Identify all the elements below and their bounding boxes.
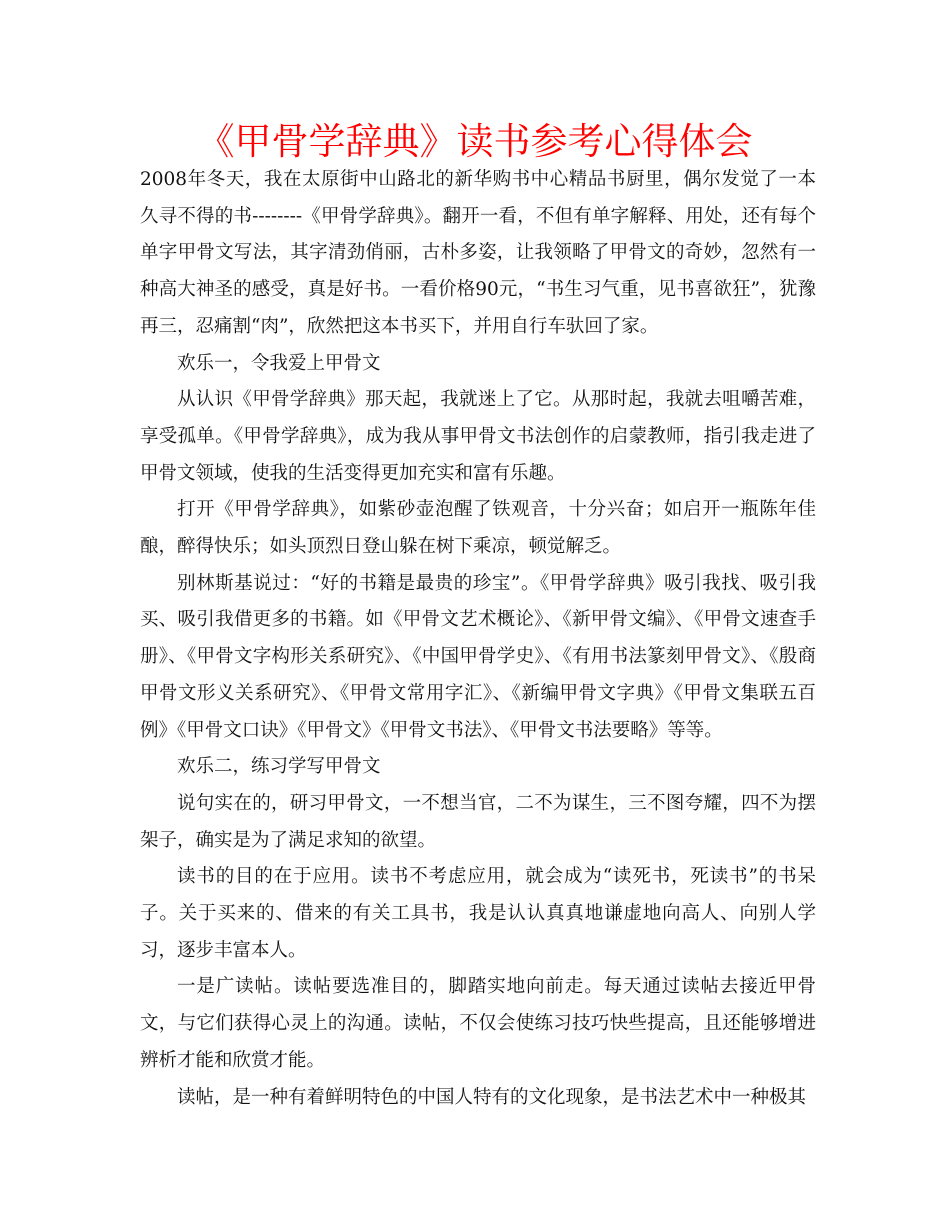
paragraph: 从认识《甲骨学辞典》那天起，我就迷上了它。从那时起，我就去咀嚼苦难，享受孤单。《甲骨学辞典》，成为我从事甲骨文书法创作的启蒙教师，指引我走进了甲骨文领域，使我的生活变得更加充实和富有乐趣。 bbox=[140, 389, 816, 484]
paragraph: 打开《甲骨学辞典》，如紫砂壶泡醒了铁观音，十分兴奋；如启开一瓶陈年佳酿，醉得快乐；如头顶烈日登山躲在树下乘凉，顿觉解乏。 bbox=[140, 499, 816, 558]
section-heading-joy-two: 欢乐二，练习学写甲骨文 bbox=[177, 756, 381, 778]
paragraph: 读书的目的在于应用。读书不考虑应用，就会成为“读死书，死读书”的书呆子。关于买来的、借来的有关工具书，我是认认真真地谦虚地向高人、向别人学习，逐步丰富本人。 bbox=[140, 866, 816, 961]
paragraph: 别林斯基说过：“好的书籍是最贵的珍宝”。《甲骨学辞典》吸引我找、吸引我买、吸引我借更多的书籍。如《甲骨文艺术概论》、《新甲骨文编》、《甲骨文速查手册》、《甲骨文字构形关系研究》、《中国甲骨学史》、《有用书法篆刻甲骨文》、《殷商甲骨文形义关系研究》、《甲骨文常用字汇》、《新编甲骨文字典》《甲骨文集联五百例》《甲骨文口诀》《甲骨文》《甲骨文书法》、《甲骨文书法要略》等等。 bbox=[140, 572, 816, 741]
paragraph: 说句实在的，研习甲骨文，一不想当官，二不为谋生，三不图夸耀，四不为摆架子，确实是为了满足求知的欲望。 bbox=[140, 792, 816, 851]
paragraph-intro: 2008年冬天，我在太原街中山路北的新华购书中心精品书厨里，偶尔发觉了一本久寻不得的书--------《甲骨学辞典》。翻开一看，不但有单字解释、用处，还有每个单字甲骨文写法，其字清劲俏丽，古朴多姿，让我领略了甲骨文的奇妙，忽然有一种高大神圣的感受，真是好书。一看价格90元，“书生习气重，见书喜欲狂”，犹豫再三，忍痛割“肉”，欣然把这本书买下，并用自行车驮回了家。 bbox=[140, 169, 816, 337]
paragraph: 一是广读帖。读帖要选准目的，脚踏实地向前走。每天通过读帖去接近甲骨文，与它们获得心灵上的沟通。读帖，不仅会使练习技巧快些提高，且还能够增进辨析才能和欣赏才能。 bbox=[140, 976, 816, 1071]
paragraph: 读帖，是一种有着鲜明特色的中国人特有的文化现象，是书法艺术中一种极其 bbox=[177, 1086, 807, 1108]
document-title: 《甲骨学辞典》读书参考心得体会 bbox=[197, 120, 753, 163]
section-heading-joy-one: 欢乐一，令我爱上甲骨文 bbox=[177, 352, 381, 374]
document-body bbox=[140, 162, 816, 1116]
